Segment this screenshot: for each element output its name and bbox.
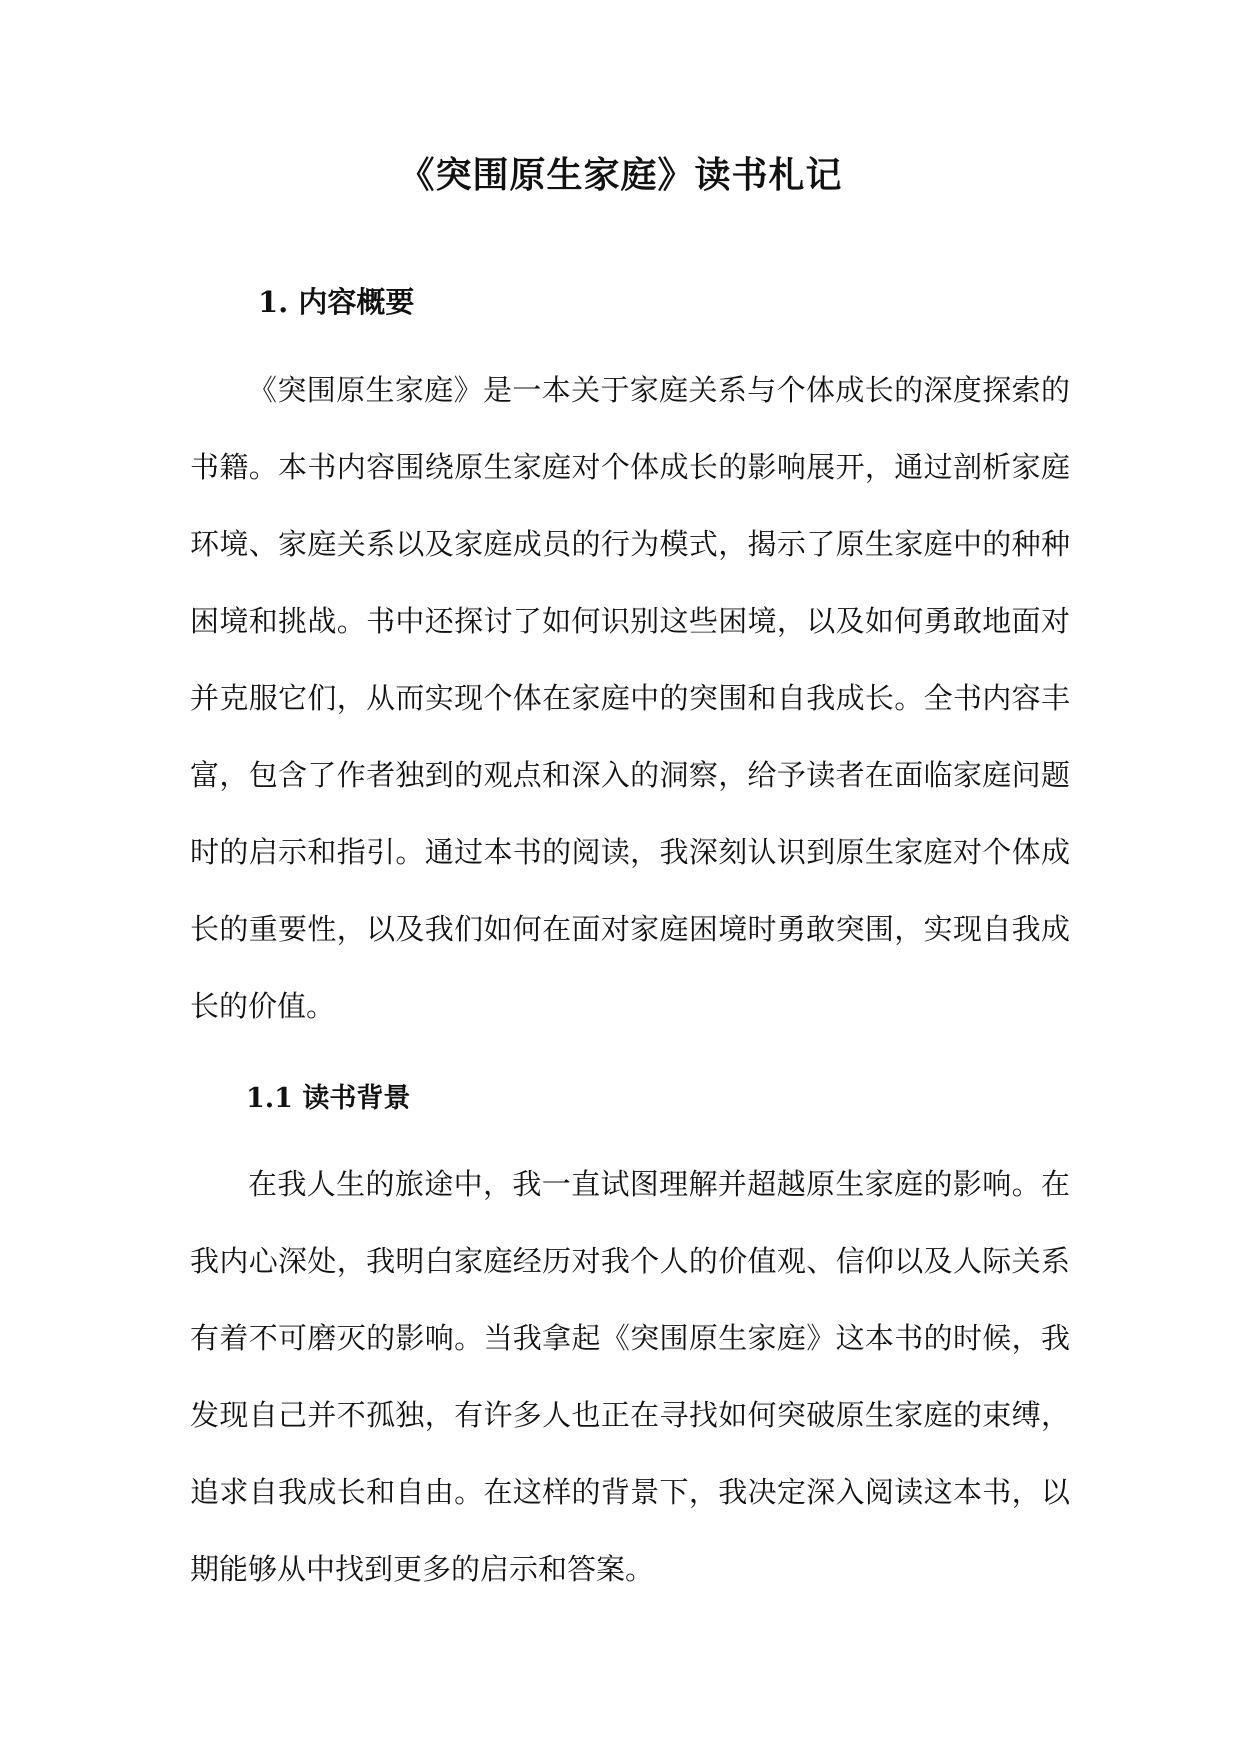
paragraph-line: 有着不可磨灭的影响。当我拿起《突围原生家庭》这本书的时候，我 (190, 1321, 1070, 1355)
paragraph-line: 我内心深处，我明白家庭经历对我个人的价值观、信仰以及人际关系 (190, 1244, 1070, 1278)
paragraph-line: 并克服它们，从而实现个体在家庭中的突围和自我成长。全书内容丰 (190, 681, 1070, 715)
paragraph-line: 富，包含了作者独到的观点和深入的洞察，给予读者在面临家庭问题 (190, 758, 1070, 792)
paragraph-line: 发现自己并不孤独，有许多人也正在寻找如何突破原生家庭的束缚， (190, 1398, 1070, 1432)
paragraph-line: 环境、家庭关系以及家庭成员的行为模式，揭示了原生家庭中的种种 (190, 527, 1070, 561)
reading-background-paragraph (190, 1146, 1070, 1608)
paragraph-line: 追求自我成长和自由。在这样的背景下，我决定深入阅读这本书，以 (190, 1475, 1070, 1509)
paragraph-line: 《突围原生家庭》是一本关于家庭关系与个体成长的深度探索的 (248, 373, 1070, 407)
paragraph-line: 期能够从中找到更多的启示和答案。 (190, 1552, 655, 1586)
content-summary-paragraph (190, 352, 1070, 1045)
paragraph-line: 在我人生的旅途中，我一直试图理解并超越原生家庭的影响。在 (248, 1167, 1070, 1201)
paragraph-line: 长的价值。 (190, 989, 336, 1023)
paragraph-line: 长的重要性，以及我们如何在面对家庭困境时勇敢突围，实现自我成 (190, 912, 1070, 946)
paragraph-line: 时的启示和指引。通过本书的阅读，我深刻认识到原生家庭对个体成 (190, 835, 1070, 869)
section-heading-reading-background: 1.1 读书背景 (246, 1083, 411, 1114)
section-heading-content-summary: 1. 内容概要 (258, 285, 415, 319)
paragraph-line: 书籍。本书内容围绕原生家庭对个体成长的影响展开，通过剖析家庭 (190, 450, 1070, 484)
paragraph-line: 困境和挑战。书中还探讨了如何识别这些困境，以及如何勇敢地面对 (190, 604, 1070, 638)
document-title: 《突围原生家庭》读书札记 (398, 154, 843, 196)
